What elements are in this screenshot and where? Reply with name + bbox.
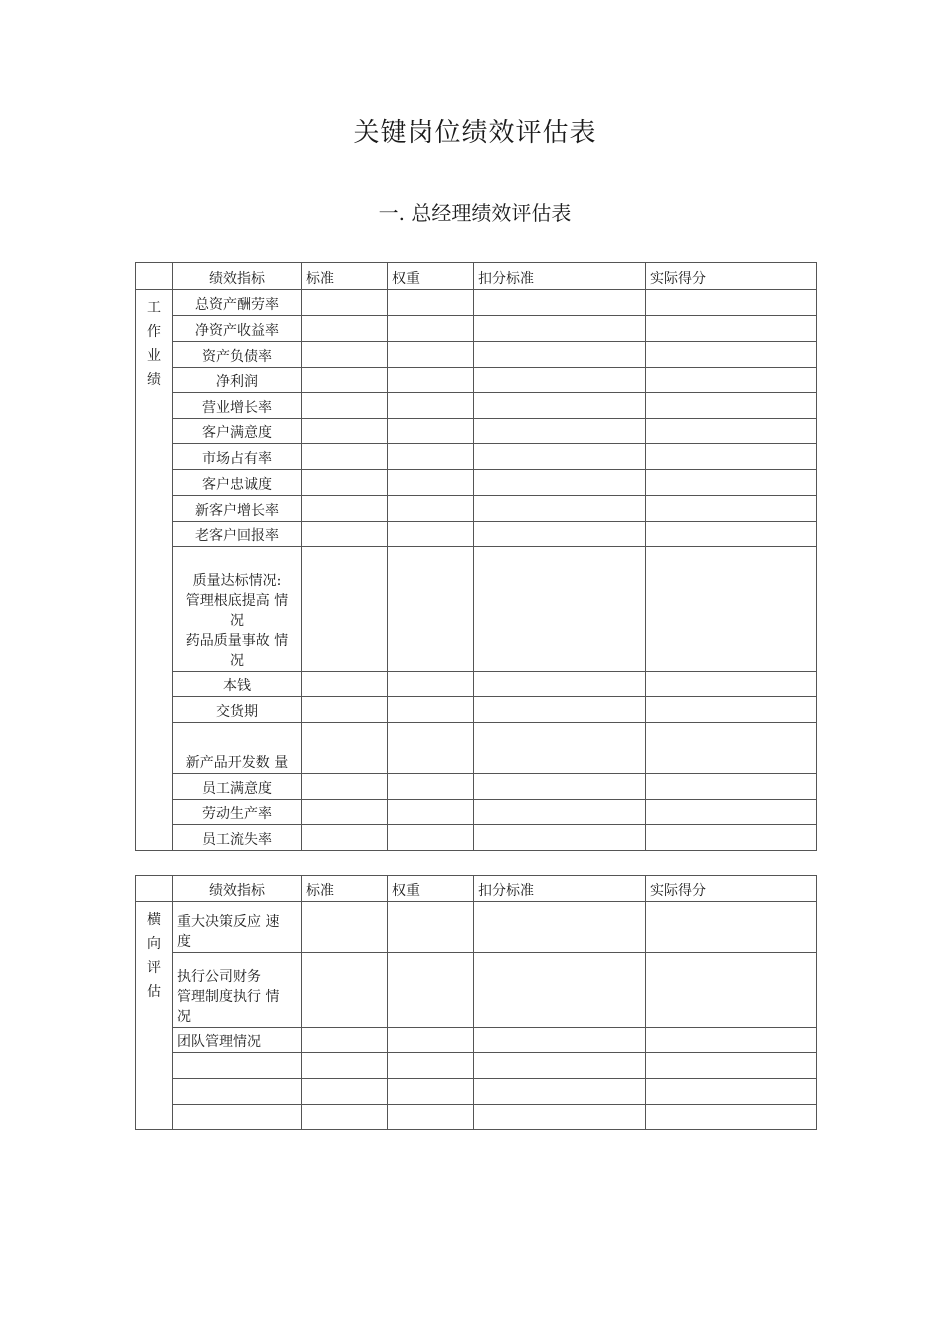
indicator-text: 营业增长率 bbox=[202, 400, 272, 416]
deduction-cell[interactable] bbox=[474, 774, 646, 800]
deduction-cell[interactable] bbox=[474, 419, 646, 444]
ceo-performance-table-work bbox=[135, 262, 817, 851]
score-cell[interactable] bbox=[646, 723, 817, 774]
table-row bbox=[136, 316, 817, 342]
header-deduction: 扣分标准 bbox=[474, 263, 646, 290]
header-standard: 标准 bbox=[302, 876, 388, 902]
indicator-text: 执行公司财务 bbox=[177, 969, 261, 985]
indicator-text: 老客户回报率 bbox=[195, 528, 279, 544]
header-weight: 权重 bbox=[388, 876, 474, 902]
score-cell[interactable] bbox=[646, 672, 817, 697]
weight-cell[interactable] bbox=[388, 444, 474, 470]
indicator-cell bbox=[173, 697, 302, 723]
deduction-cell[interactable] bbox=[474, 825, 646, 851]
table-row bbox=[136, 393, 817, 419]
indicator-cell bbox=[173, 902, 302, 953]
standard-cell[interactable] bbox=[302, 547, 388, 672]
weight-cell[interactable] bbox=[388, 825, 474, 851]
indicator-cell bbox=[173, 393, 302, 419]
indicator-cell bbox=[173, 1053, 302, 1079]
indicator-cell bbox=[173, 444, 302, 470]
indicator-cell bbox=[173, 522, 302, 547]
deduction-cell[interactable] bbox=[474, 1028, 646, 1053]
header-weight: 权重 bbox=[388, 263, 474, 290]
group-label-char: 估 bbox=[147, 984, 161, 1000]
indicator-text: 劳动生产率 bbox=[202, 806, 272, 822]
score-cell[interactable] bbox=[646, 774, 817, 800]
indicator-text: 况 bbox=[230, 613, 244, 629]
indicator-text: 客户满意度 bbox=[202, 425, 272, 441]
indicator-text: 新客户增长率 bbox=[195, 503, 279, 519]
standard-cell[interactable] bbox=[302, 470, 388, 496]
page-subtitle: 一. 总经理绩效评估表 bbox=[378, 201, 572, 225]
header-corner bbox=[136, 876, 173, 902]
header-score: 实际得分 bbox=[646, 263, 817, 290]
indicator-cell bbox=[173, 953, 302, 1028]
table-row bbox=[136, 547, 817, 672]
score-cell[interactable] bbox=[646, 1105, 817, 1130]
table-row bbox=[136, 1053, 817, 1079]
indicator-text: 新产品开发数 量 bbox=[185, 755, 289, 771]
indicator-text: 市场占有率 bbox=[202, 451, 272, 467]
indicator-text: 净利润 bbox=[216, 374, 258, 390]
table-row bbox=[136, 1105, 817, 1130]
standard-cell[interactable] bbox=[302, 1028, 388, 1053]
table-row bbox=[136, 522, 817, 547]
indicator-cell bbox=[173, 1028, 302, 1053]
indicator-cell bbox=[173, 825, 302, 851]
standard-cell[interactable] bbox=[302, 522, 388, 547]
table-row bbox=[136, 774, 817, 800]
weight-cell[interactable] bbox=[388, 697, 474, 723]
deduction-cell[interactable] bbox=[474, 1079, 646, 1105]
page-title: 关键岗位绩效评估表 bbox=[353, 118, 597, 148]
score-cell[interactable] bbox=[646, 800, 817, 825]
deduction-cell[interactable] bbox=[474, 316, 646, 342]
standard-cell[interactable] bbox=[302, 368, 388, 393]
deduction-cell[interactable] bbox=[474, 800, 646, 825]
group-label-char: 工 bbox=[147, 300, 161, 316]
indicator-text: 管理根底提高 情 bbox=[185, 593, 289, 609]
deduction-cell[interactable] bbox=[474, 393, 646, 419]
weight-cell[interactable] bbox=[388, 496, 474, 522]
deduction-cell[interactable] bbox=[474, 444, 646, 470]
table-row bbox=[136, 953, 817, 1028]
indicator-text: 药品质量事故 情 bbox=[185, 633, 289, 649]
group-label-char: 向 bbox=[147, 936, 161, 952]
standard-cell[interactable] bbox=[302, 1053, 388, 1079]
standard-cell[interactable] bbox=[302, 774, 388, 800]
score-cell[interactable] bbox=[646, 522, 817, 547]
score-cell[interactable] bbox=[646, 393, 817, 419]
group-label-char: 业 bbox=[147, 348, 161, 364]
weight-cell[interactable] bbox=[388, 419, 474, 444]
weight-cell[interactable] bbox=[388, 723, 474, 774]
deduction-cell[interactable] bbox=[474, 723, 646, 774]
standard-cell[interactable] bbox=[302, 697, 388, 723]
deduction-cell[interactable] bbox=[474, 953, 646, 1028]
table-row bbox=[136, 672, 817, 697]
standard-cell[interactable] bbox=[302, 444, 388, 470]
group-label-char: 绩 bbox=[147, 372, 161, 388]
score-cell[interactable] bbox=[646, 444, 817, 470]
deduction-cell[interactable] bbox=[474, 902, 646, 953]
indicator-text: 质量达标情况: bbox=[192, 573, 282, 589]
weight-cell[interactable] bbox=[388, 316, 474, 342]
standard-cell[interactable] bbox=[302, 342, 388, 368]
score-cell[interactable] bbox=[646, 825, 817, 851]
indicator-cell bbox=[173, 547, 302, 672]
score-cell[interactable] bbox=[646, 953, 817, 1028]
score-cell[interactable] bbox=[646, 368, 817, 393]
weight-cell[interactable] bbox=[388, 1079, 474, 1105]
indicator-text: 况 bbox=[230, 653, 244, 669]
table-row bbox=[136, 902, 817, 953]
indicator-cell bbox=[173, 470, 302, 496]
standard-cell[interactable] bbox=[302, 1105, 388, 1130]
deduction-cell[interactable] bbox=[474, 342, 646, 368]
score-cell[interactable] bbox=[646, 316, 817, 342]
table-row bbox=[136, 290, 817, 316]
indicator-cell bbox=[173, 496, 302, 522]
group-label bbox=[136, 290, 173, 851]
standard-cell[interactable] bbox=[302, 316, 388, 342]
weight-cell[interactable] bbox=[388, 672, 474, 697]
standard-cell[interactable] bbox=[302, 825, 388, 851]
indicator-text: 度 bbox=[177, 934, 191, 950]
weight-cell[interactable] bbox=[388, 393, 474, 419]
header-indicator: 绩效指标 bbox=[173, 263, 302, 290]
deduction-cell[interactable] bbox=[474, 522, 646, 547]
standard-cell[interactable] bbox=[302, 290, 388, 316]
standard-cell[interactable] bbox=[302, 902, 388, 953]
standard-cell[interactable] bbox=[302, 672, 388, 697]
group-label-char: 横 bbox=[147, 912, 161, 928]
group-label-char: 评 bbox=[147, 960, 161, 976]
header-indicator: 绩效指标 bbox=[173, 876, 302, 902]
table-row bbox=[136, 1028, 817, 1053]
indicator-cell bbox=[173, 800, 302, 825]
deduction-cell[interactable] bbox=[474, 496, 646, 522]
indicator-cell bbox=[173, 1079, 302, 1105]
table-row bbox=[136, 496, 817, 522]
deduction-cell[interactable] bbox=[474, 672, 646, 697]
standard-cell[interactable] bbox=[302, 393, 388, 419]
weight-cell[interactable] bbox=[388, 290, 474, 316]
standard-cell[interactable] bbox=[302, 419, 388, 444]
header-standard: 标准 bbox=[302, 263, 388, 290]
header-score: 实际得分 bbox=[646, 876, 817, 902]
weight-cell[interactable] bbox=[388, 522, 474, 547]
indicator-cell bbox=[173, 290, 302, 316]
weight-cell[interactable] bbox=[388, 774, 474, 800]
weight-cell[interactable] bbox=[388, 368, 474, 393]
score-cell[interactable] bbox=[646, 547, 817, 672]
table-row bbox=[136, 444, 817, 470]
standard-cell[interactable] bbox=[302, 496, 388, 522]
weight-cell[interactable] bbox=[388, 342, 474, 368]
indicator-cell bbox=[173, 723, 302, 774]
deduction-cell[interactable] bbox=[474, 1105, 646, 1130]
score-cell[interactable] bbox=[646, 496, 817, 522]
group-label bbox=[136, 902, 173, 1130]
weight-cell[interactable] bbox=[388, 1028, 474, 1053]
group-label-char: 作 bbox=[147, 324, 161, 340]
indicator-cell bbox=[173, 419, 302, 444]
weight-cell[interactable] bbox=[388, 800, 474, 825]
indicator-cell bbox=[173, 774, 302, 800]
score-cell[interactable] bbox=[646, 1053, 817, 1079]
weight-cell[interactable] bbox=[388, 547, 474, 672]
header-deduction: 扣分标准 bbox=[474, 876, 646, 902]
indicator-cell bbox=[173, 342, 302, 368]
score-cell[interactable] bbox=[646, 1028, 817, 1053]
table-row bbox=[136, 697, 817, 723]
score-cell[interactable] bbox=[646, 697, 817, 723]
table-row bbox=[136, 342, 817, 368]
header-row bbox=[136, 876, 817, 902]
table-row bbox=[136, 419, 817, 444]
indicator-text: 员工满意度 bbox=[202, 781, 272, 797]
table-row bbox=[136, 470, 817, 496]
deduction-cell[interactable] bbox=[474, 290, 646, 316]
deduction-cell[interactable] bbox=[474, 1053, 646, 1079]
indicator-cell bbox=[173, 316, 302, 342]
table-row bbox=[136, 800, 817, 825]
table-row bbox=[136, 723, 817, 774]
ceo-performance-table-lateral bbox=[135, 875, 817, 1130]
indicator-text: 员工流失率 bbox=[202, 832, 272, 848]
indicator-text: 交货期 bbox=[216, 704, 258, 720]
standard-cell[interactable] bbox=[302, 723, 388, 774]
score-cell[interactable] bbox=[646, 290, 817, 316]
deduction-cell[interactable] bbox=[474, 470, 646, 496]
standard-cell[interactable] bbox=[302, 1079, 388, 1105]
score-cell[interactable] bbox=[646, 902, 817, 953]
weight-cell[interactable] bbox=[388, 1105, 474, 1130]
deduction-cell[interactable] bbox=[474, 368, 646, 393]
score-cell[interactable] bbox=[646, 1079, 817, 1105]
weight-cell[interactable] bbox=[388, 470, 474, 496]
score-cell[interactable] bbox=[646, 419, 817, 444]
indicator-text: 重大决策反应 速 bbox=[177, 914, 280, 930]
deduction-cell[interactable] bbox=[474, 547, 646, 672]
indicator-cell bbox=[173, 368, 302, 393]
indicator-text: 管理制度执行 情 bbox=[177, 989, 280, 1005]
header-row bbox=[136, 263, 817, 290]
score-cell[interactable] bbox=[646, 342, 817, 368]
table-row bbox=[136, 1079, 817, 1105]
standard-cell[interactable] bbox=[302, 800, 388, 825]
indicator-text: 资产负债率 bbox=[202, 349, 272, 365]
indicator-cell bbox=[173, 1105, 302, 1130]
header-corner bbox=[136, 263, 173, 290]
table-row bbox=[136, 825, 817, 851]
indicator-text: 团队管理情况 bbox=[177, 1034, 261, 1050]
indicator-text: 净资产收益率 bbox=[195, 323, 279, 339]
weight-cell[interactable] bbox=[388, 953, 474, 1028]
indicator-text: 况 bbox=[177, 1009, 191, 1025]
indicator-text: 总资产酬劳率 bbox=[195, 297, 279, 313]
deduction-cell[interactable] bbox=[474, 697, 646, 723]
table-row bbox=[136, 368, 817, 393]
indicator-cell bbox=[173, 672, 302, 697]
indicator-text: 本钱 bbox=[223, 678, 251, 694]
indicator-text: 客户忠诚度 bbox=[202, 477, 272, 493]
score-cell[interactable] bbox=[646, 470, 817, 496]
standard-cell[interactable] bbox=[302, 953, 388, 1028]
weight-cell[interactable] bbox=[388, 1053, 474, 1079]
weight-cell[interactable] bbox=[388, 902, 474, 953]
